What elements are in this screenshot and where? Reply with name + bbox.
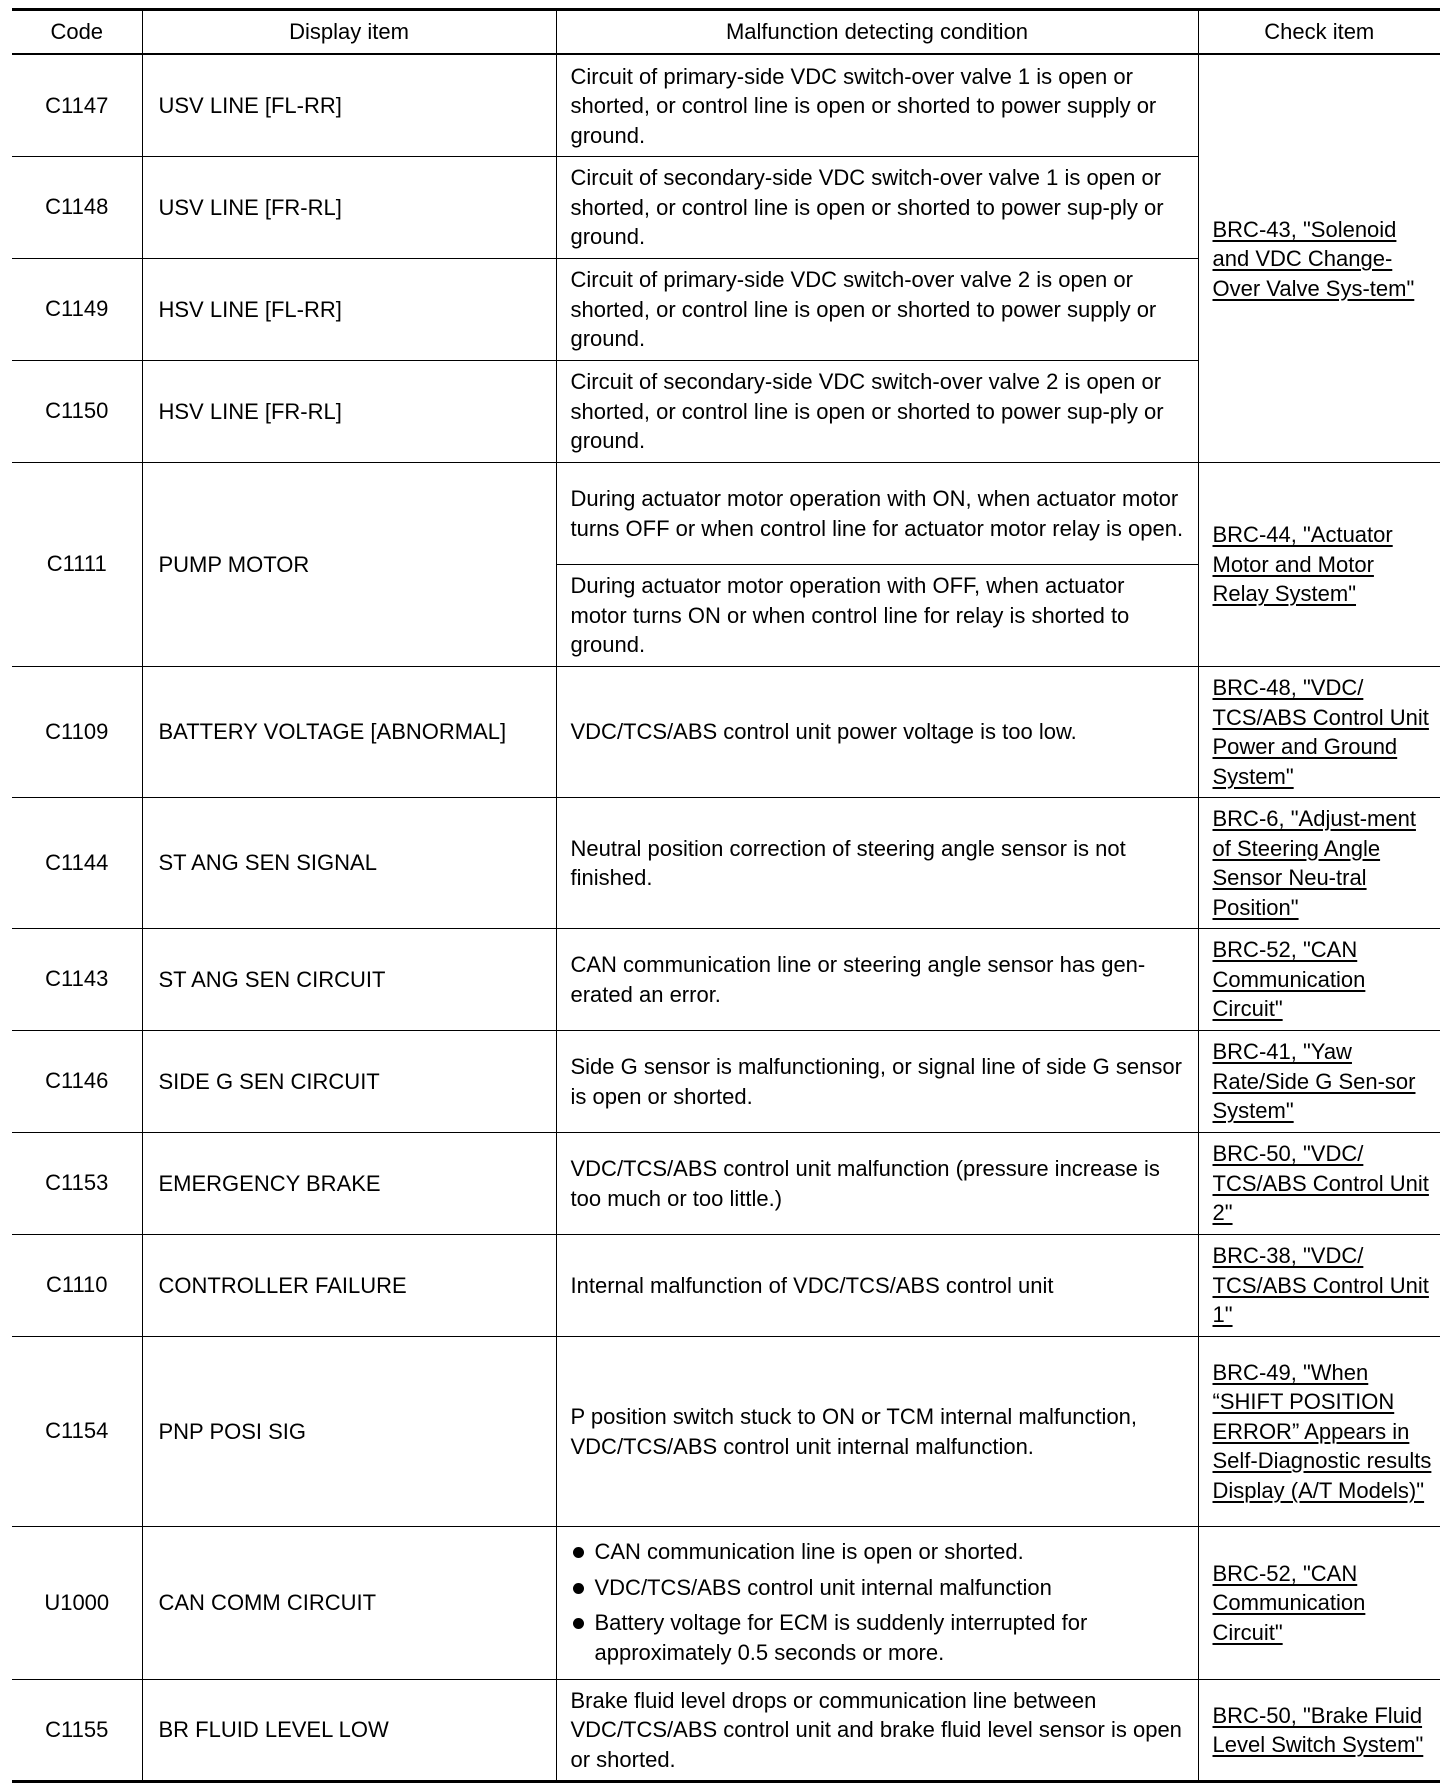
display-item-cell: CONTROLLER FAILURE bbox=[142, 1234, 556, 1336]
code-cell: C1147 bbox=[12, 54, 142, 156]
check-item-cell[interactable] bbox=[1198, 462, 1440, 666]
table-row bbox=[12, 1679, 1440, 1781]
code-cell: C1111 bbox=[12, 462, 142, 666]
dtc-table bbox=[12, 8, 1440, 1783]
code-cell: C1146 bbox=[12, 1030, 142, 1132]
check-item-link[interactable]: BRC-52, "CAN Communication Circuit" bbox=[1212, 937, 1366, 1022]
display-item-cell: ST ANG SEN SIGNAL bbox=[142, 797, 556, 928]
bullet-icon bbox=[573, 1547, 584, 1558]
check-item-link[interactable]: BRC-44, "Actuator Motor and Motor Relay System" bbox=[1212, 522, 1393, 607]
code-cell: C1143 bbox=[12, 928, 142, 1030]
check-item-cell[interactable] bbox=[1198, 1679, 1440, 1781]
condition-cell: Neutral position correction of steering angle sensor is not finished. bbox=[556, 797, 1198, 928]
condition-cell: Circuit of primary-side VDC switch-over valve 2 is open or shorted, or control line is open or shorted to power supply or ground. bbox=[556, 258, 1198, 360]
bullet-icon bbox=[573, 1583, 584, 1594]
display-item-cell: PNP POSI SIG bbox=[142, 1336, 556, 1526]
condition-cell: Internal malfunction of VDC/TCS/ABS control unit bbox=[556, 1234, 1198, 1336]
code-cell: C1148 bbox=[12, 156, 142, 258]
condition-cell: During actuator motor operation with OFF, when actuator motor turns ON or when control line for relay is shorted to ground. bbox=[556, 564, 1198, 666]
code-cell: C1144 bbox=[12, 797, 142, 928]
condition-cell: Circuit of secondary-side VDC switch-over valve 1 is open or shorted, or control line is open or shorted to power sup-ply or ground. bbox=[556, 156, 1198, 258]
display-item-cell: HSV LINE [FR-RL] bbox=[142, 360, 556, 462]
code-cell: C1155 bbox=[12, 1679, 142, 1781]
check-item-link[interactable]: BRC-6, "Adjust-ment of Steering Angle Sensor Neu-tral Position" bbox=[1212, 806, 1416, 920]
check-item-cell[interactable] bbox=[1198, 797, 1440, 928]
check-item-cell[interactable] bbox=[1198, 1234, 1440, 1336]
bullet-item bbox=[571, 1608, 1186, 1667]
code-cell: C1153 bbox=[12, 1132, 142, 1234]
condition-cell: Circuit of primary-side VDC switch-over valve 1 is open or shorted, or control line is open or shorted to power supply or ground. bbox=[556, 54, 1198, 156]
check-item-link[interactable]: BRC-49, "When “SHIFT POSITION ERROR” Appears in Self-Diagnostic results Display (A/T Models)" bbox=[1212, 1359, 1432, 1503]
bullet-item bbox=[571, 1537, 1186, 1567]
display-item-cell: USV LINE [FR-RL] bbox=[142, 156, 556, 258]
bullet-icon bbox=[573, 1618, 584, 1629]
display-item-cell: PUMP MOTOR bbox=[142, 462, 556, 666]
condition-cell: VDC/TCS/ABS control unit malfunction (pressure increase is too much or too little.) bbox=[556, 1132, 1198, 1234]
check-item-link[interactable]: BRC-48, "VDC/ TCS/ABS Control Unit Power and Ground System" bbox=[1212, 675, 1429, 789]
display-item-cell: SIDE G SEN CIRCUIT bbox=[142, 1030, 556, 1132]
header-row bbox=[12, 10, 1440, 55]
header-display-item: Display item bbox=[142, 10, 556, 55]
condition-cell: Circuit of secondary-side VDC switch-over valve 2 is open or shorted, or control line is open or shorted to power sup-ply or ground. bbox=[556, 360, 1198, 462]
display-item-cell: CAN COMM CIRCUIT bbox=[142, 1526, 556, 1679]
code-cell: C1150 bbox=[12, 360, 142, 462]
header-condition: Malfunction detecting condition bbox=[556, 10, 1198, 55]
check-item-cell[interactable] bbox=[1198, 1336, 1440, 1526]
bullet-text: VDC/TCS/ABS control unit internal malfunction bbox=[594, 1574, 1052, 1600]
table-row bbox=[12, 797, 1440, 928]
header-code: Code bbox=[12, 10, 142, 55]
check-item-link[interactable]: BRC-38, "VDC/ TCS/ABS Control Unit 1" bbox=[1212, 1243, 1429, 1328]
table-row bbox=[12, 1526, 1440, 1679]
check-item-cell[interactable] bbox=[1198, 1030, 1440, 1132]
code-cell: C1149 bbox=[12, 258, 142, 360]
header-check-item: Check item bbox=[1198, 10, 1440, 55]
display-item-cell: BR FLUID LEVEL LOW bbox=[142, 1679, 556, 1781]
check-item-cell[interactable] bbox=[1198, 1526, 1440, 1679]
table-row bbox=[12, 1132, 1440, 1234]
code-cell: C1110 bbox=[12, 1234, 142, 1336]
check-item-cell[interactable] bbox=[1198, 54, 1440, 462]
check-item-link[interactable]: BRC-52, "CAN Communication Circuit" bbox=[1212, 1560, 1366, 1645]
display-item-cell: HSV LINE [FL-RR] bbox=[142, 258, 556, 360]
check-item-cell[interactable] bbox=[1198, 1132, 1440, 1234]
condition-cell: Brake fluid level drops or communication line between VDC/TCS/ABS control unit and brake fluid level sensor is open or shorted. bbox=[556, 1679, 1198, 1781]
condition-cell bbox=[556, 1526, 1198, 1679]
code-cell: C1109 bbox=[12, 666, 142, 797]
condition-cell: VDC/TCS/ABS control unit power voltage is too low. bbox=[556, 666, 1198, 797]
bullet-text: CAN communication line is open or shorted. bbox=[594, 1539, 1024, 1564]
display-item-cell: EMERGENCY BRAKE bbox=[142, 1132, 556, 1234]
condition-cell: CAN communication line or steering angle sensor has gen-erated an error. bbox=[556, 928, 1198, 1030]
display-item-cell: BATTERY VOLTAGE [ABNORMAL] bbox=[142, 666, 556, 797]
check-item-link[interactable]: BRC-41, "Yaw Rate/Side G Sen-sor System" bbox=[1212, 1039, 1416, 1124]
condition-cell: During actuator motor operation with ON, when actuator motor turns OFF or when control line for actuator motor relay is open. bbox=[556, 462, 1198, 564]
table-row bbox=[12, 54, 1440, 156]
bullet-text: Battery voltage for ECM is suddenly interrupted for approximately 0.5 seconds or more. bbox=[594, 1610, 1088, 1665]
condition-bullet-list bbox=[571, 1537, 1186, 1667]
bullet-item bbox=[571, 1573, 1186, 1603]
condition-cell: P position switch stuck to ON or TCM internal malfunction, VDC/TCS/ABS control unit internal malfunction. bbox=[556, 1336, 1198, 1526]
table-row bbox=[12, 462, 1440, 564]
check-item-link[interactable]: BRC-50, "Brake Fluid Level Switch System" bbox=[1212, 1702, 1424, 1757]
display-item-cell: USV LINE [FL-RR] bbox=[142, 54, 556, 156]
table-row bbox=[12, 928, 1440, 1030]
check-item-cell[interactable] bbox=[1198, 928, 1440, 1030]
display-item-cell: ST ANG SEN CIRCUIT bbox=[142, 928, 556, 1030]
check-item-cell[interactable] bbox=[1198, 666, 1440, 797]
check-item-link[interactable]: BRC-50, "VDC/ TCS/ABS Control Unit 2" bbox=[1212, 1141, 1429, 1226]
check-item-link[interactable]: BRC-43, "Solenoid and VDC Change-Over Valve Sys-tem" bbox=[1212, 216, 1415, 301]
table-row bbox=[12, 1336, 1440, 1526]
table-row bbox=[12, 1030, 1440, 1132]
table-row bbox=[12, 666, 1440, 797]
code-cell: C1154 bbox=[12, 1336, 142, 1526]
table-row bbox=[12, 1234, 1440, 1336]
code-cell: U1000 bbox=[12, 1526, 142, 1679]
dtc-table-document bbox=[12, 8, 1440, 1783]
condition-cell: Side G sensor is malfunctioning, or signal line of side G sensor is open or shorted. bbox=[556, 1030, 1198, 1132]
